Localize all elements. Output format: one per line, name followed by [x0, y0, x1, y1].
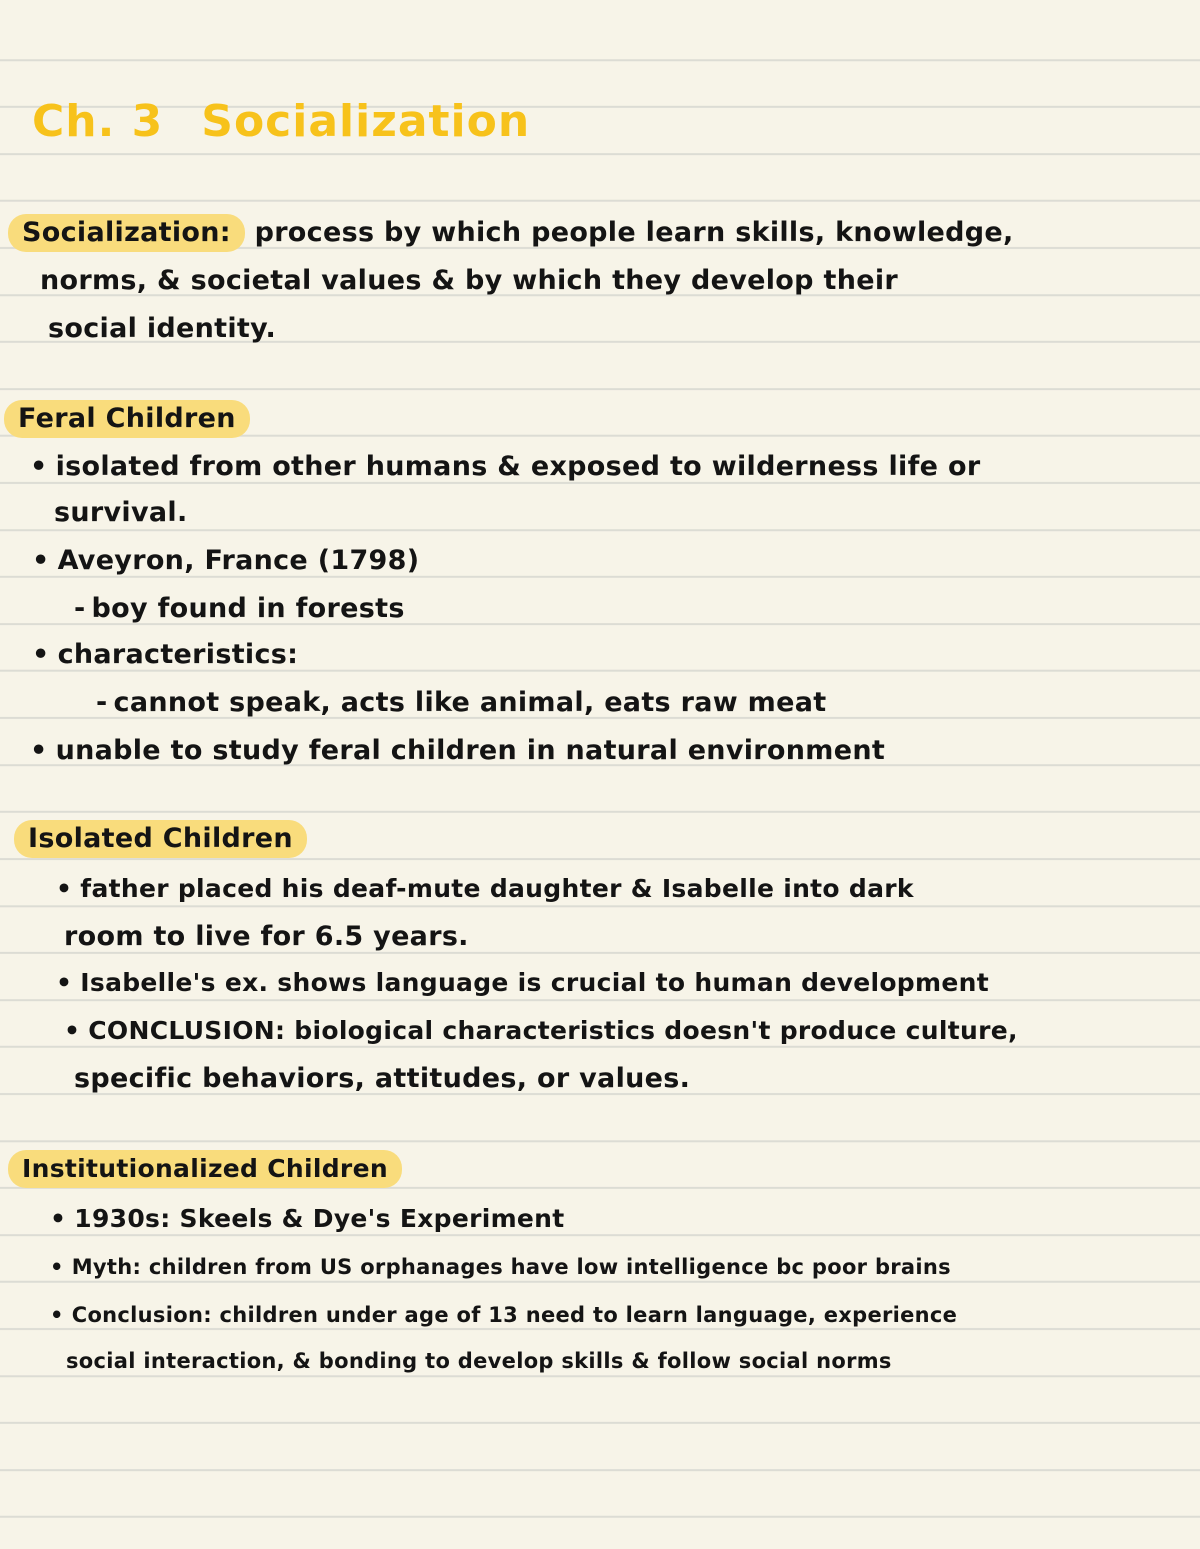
- list-item: [56, 872, 914, 906]
- sub-item-text: cannot speak, acts like animal, eats raw meat: [113, 687, 827, 718]
- bullet-icon: •: [30, 735, 48, 766]
- list-item-text: isolated from other humans & exposed to wilderness life or: [55, 451, 981, 482]
- list-item-text: father placed his deaf-mute daughter & Isabelle into dark: [80, 874, 914, 903]
- bullet-icon: •: [56, 968, 73, 997]
- list-item-continuation: social interaction, & bonding to develop skills & follow social norms: [66, 1349, 892, 1373]
- list-item-text: Aveyron, France (1798): [57, 545, 420, 576]
- bullet-icon: •: [56, 874, 73, 903]
- page-title: [32, 96, 530, 147]
- section-heading: Isolated Children: [14, 820, 307, 858]
- list-item-text: unable to study feral children in natural environment: [55, 735, 886, 766]
- bullet-icon: •: [64, 1016, 81, 1045]
- definition-term: Socialization:: [8, 214, 245, 252]
- bullet-icon: •: [32, 639, 50, 670]
- isolated-heading: [28, 820, 307, 858]
- definition-line-2: norms, & societal values & by which they develop their: [40, 265, 898, 296]
- bullet-icon: •: [50, 1303, 64, 1327]
- institutional-heading: [22, 1150, 402, 1188]
- definition-line-1: [22, 214, 1014, 252]
- bullet-icon: •: [50, 1255, 64, 1279]
- section-heading: Institutionalized Children: [8, 1150, 402, 1188]
- list-item: [32, 638, 298, 672]
- sub-item-text: boy found in forests: [91, 593, 405, 624]
- bullet-icon: •: [32, 545, 50, 576]
- list-item: [56, 966, 989, 1000]
- list-item: [30, 450, 980, 484]
- sub-item: [74, 592, 405, 626]
- list-item: [64, 1014, 1018, 1048]
- list-item: [50, 1202, 565, 1236]
- list-item: [50, 1298, 957, 1332]
- list-item-continuation: specific behaviors, attitudes, or values.: [74, 1063, 691, 1094]
- chapter-topic: Socialization: [201, 96, 531, 147]
- list-item-text: Myth: children from US orphanages have low intelligence bc poor brains: [71, 1255, 951, 1279]
- list-item-continuation: survival.: [54, 497, 188, 528]
- definition-line-3: social identity.: [48, 313, 277, 344]
- list-item-text: characteristics:: [57, 639, 299, 670]
- list-item-text: Isabelle's ex. shows language is crucial to human development: [80, 968, 989, 997]
- list-item: [32, 544, 419, 578]
- list-item-text: 1930s: Skeels & Dye's Experiment: [74, 1204, 565, 1233]
- feral-heading: [18, 400, 250, 438]
- definition-text-1: process by which people learn skills, knowledge,: [254, 217, 1014, 248]
- list-item: [30, 734, 885, 768]
- list-item-text: CONCLUSION: biological characteristics doesn't produce culture,: [88, 1016, 1018, 1045]
- bullet-icon: •: [30, 451, 48, 482]
- section-heading: Feral Children: [4, 400, 250, 438]
- dash-icon: -: [74, 593, 86, 624]
- chapter-label: Ch. 3: [32, 96, 164, 147]
- bullet-icon: •: [50, 1204, 67, 1233]
- list-item-text: Conclusion: children under age of 13 need to learn language, experience: [71, 1303, 958, 1327]
- list-item-continuation: room to live for 6.5 years.: [64, 921, 469, 952]
- dash-icon: -: [96, 687, 108, 718]
- list-item: [50, 1250, 951, 1284]
- sub-item: [96, 686, 826, 720]
